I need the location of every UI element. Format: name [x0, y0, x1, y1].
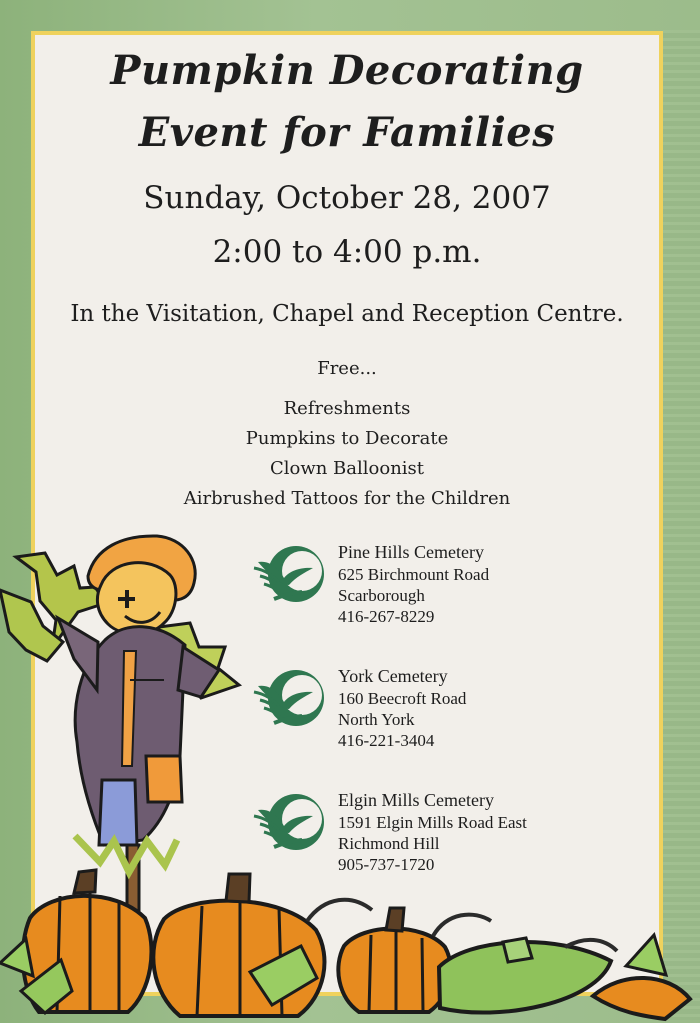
location-phone: 416-267-8229	[338, 607, 435, 626]
location-york	[252, 664, 602, 788]
dove-logo-icon	[252, 540, 324, 612]
location-city: Richmond Hill	[338, 834, 440, 853]
location-name: Elgin Mills Cemetery	[338, 790, 494, 810]
location-phone: 416-221-3404	[338, 731, 435, 750]
location-city: North York	[338, 710, 415, 729]
location-phone: 905-737-1720	[338, 855, 435, 874]
location-pine-hills	[252, 540, 602, 664]
location-address: 625 Birchmount Road	[338, 565, 490, 584]
offerings-list	[31, 394, 663, 514]
event-details	[31, 40, 663, 514]
offering-item: Clown Balloonist	[269, 458, 425, 479]
dove-logo-icon	[252, 664, 324, 736]
location-address: 1591 Elgin Mills Road East	[338, 813, 527, 832]
event-title-line-1: Pumpkin Decorating	[110, 47, 584, 94]
location-city: Scarborough	[338, 586, 425, 605]
offering-item: Airbrushed Tattoos for the Children	[183, 488, 511, 509]
dove-logo-icon	[252, 788, 324, 860]
cemetery-locations	[252, 540, 602, 912]
location-text	[338, 788, 598, 875]
event-location: In the Visitation, Chapel and Reception Centre.	[70, 301, 624, 327]
offering-item: Pumpkins to Decorate	[245, 428, 449, 449]
location-name: Pine Hills Cemetery	[338, 542, 484, 562]
event-time: 2:00 to 4:00 p.m.	[212, 234, 482, 270]
event-date: Sunday, October 28, 2007	[143, 180, 551, 216]
free-label: Free...	[317, 358, 377, 379]
location-text	[338, 664, 598, 751]
location-name: York Cemetery	[338, 666, 448, 686]
offering-item: Refreshments	[283, 398, 411, 419]
location-text	[338, 540, 598, 627]
background-page-texture	[663, 30, 700, 1020]
location-elgin-mills	[252, 788, 602, 912]
location-address: 160 Beecroft Road	[338, 689, 467, 708]
event-title-line-2: Event for Families	[138, 109, 556, 156]
